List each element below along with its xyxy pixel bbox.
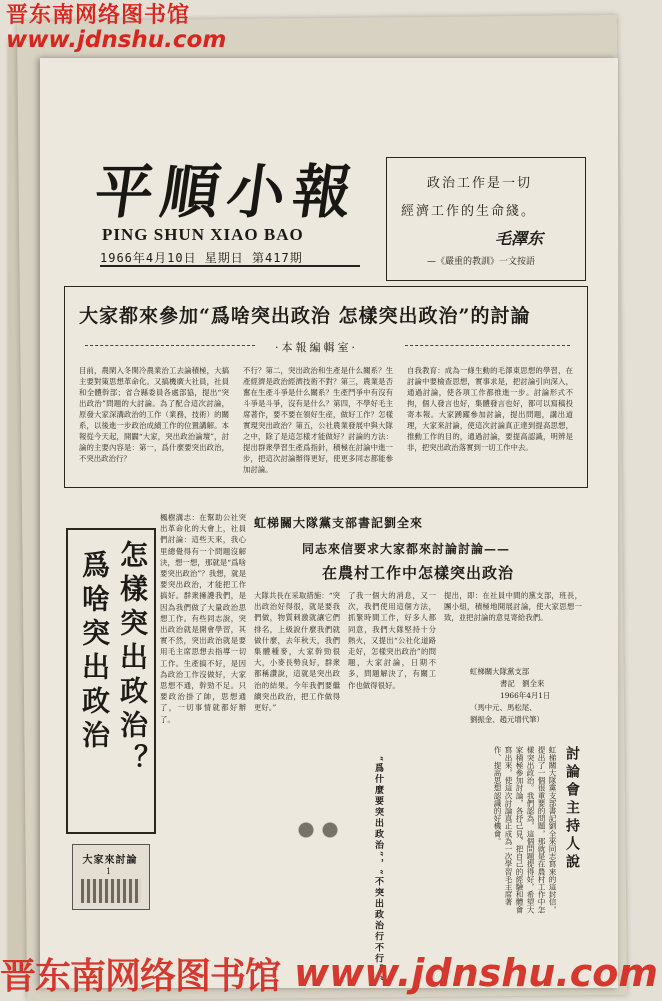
byline: ·本報編輯室· (275, 341, 358, 354)
watermark-top-chinese: 晋东南网络图书馆 (6, 3, 191, 28)
editor-note-heading: 討論會主持人說 (564, 746, 580, 872)
signoff-name: 書記 劉全來 (500, 679, 545, 688)
discussion-series-logo (72, 844, 150, 910)
main-article-column-3: 自我教育：成為一條生動的毛澤東思想的學習，在討論中要檢查思想，實事求是，把討論引向深入，通過討論，使各項工作都推進一步。討論形式不拘，個人發言也好，集體發言也好，都可以寫稿投寄本報。大家踴躍參加討論，提出問題，講出道理，大家來討論，使這次討論真正達到提高思想，推動工作的目的，通過討論，要提高認識，明辨是非，把突出政治落實到一切工作中去。 (407, 366, 573, 452)
vertical-title-col-1: 怎樣突出政治？ (116, 540, 149, 778)
watermark-bottom-chinese: 晋东南网络图书馆 (0, 955, 281, 997)
letter-headline: 在農村工作中怎樣突出政治 (322, 564, 515, 582)
newspaper-pinyin: PING SHUN XIAO BAO (102, 225, 304, 244)
bottom-watermark (0, 946, 662, 1000)
letter-column-d: 提出，即：在社員中間的黨支部，班長，團小組，積極地開展討論，使大家思想一致，並把討論的意見寄給我們。 (444, 591, 582, 623)
letter-column-b: 大隊共長在采取措施：“突出政治好得很，就是要我們做，物質刺激就讓它們排名，上級說什麼我們就做什麼，去年秋天，我們集體種麥，大家幹勁很大，小麥長勢良好，群衆都稱讚說，這就是突出政治的結果。今年我們要繼續突出政治，把工作做得更好。” (254, 591, 340, 713)
quote-source: —《嚴重的教訓》一文按語 (427, 257, 536, 267)
letter-column-c: 了我一個大的消息，又一次，我們使用這個方法，抓緊時間工作，好多人都同意，我們大隊堅持十分熱火，又提出“公社化道路走好，怎樣突出政治”的問題，大家討論，日期不多，問題解決了，有關工作也做得很好。 (348, 591, 436, 690)
signoff-org: 虹梯關大隊黨支部 (470, 667, 530, 676)
editor-note-body: 虹梯關大隊黨支部書記劉全來同志寫來的這封信，提出了一個很重要的問題，那就是在農村工作中怎樣突出政治。我們認為，這個問題提得好，希望大家積極參加討論，各抒己見，把自己的經驗和體會寫出來，使這次討論真正成為一次學習毛主席著作、提高思想認識的好機會。 (493, 746, 557, 914)
watermark-top-url: www.jdnshu.com (6, 27, 227, 53)
main-article-box (64, 286, 588, 488)
quote-box (386, 157, 586, 281)
masthead-rule (100, 265, 360, 267)
byline-rule-left (85, 345, 255, 346)
letter-column-a: 楓樹溝志：在幫助公社突出革命化的大會上，社員們討論：這些天來，我心里總覺得有一个問題沒解決，想一想，那就是“爲啥要突出政治”？我想，就是要突出政治，才能把工作搞好。群衆擁護我們，是因為我們做了大量政治思想工作。有些同志說，突出政治就是開會學習，其實不然，突出政治就是要用毛主席思想去指導一切工作。生產搞不好，是因為政治工作沒做好，大家思想不通，幹勁不足。只要政治掛了帥，思想通了，一切事情就都好辦了。 (160, 513, 246, 724)
main-article-column-1: 目前，農閑入冬閑冷農業治工去論積極，大搞主要對策思想革命化。又搞機廣大社員，社員和全體幹部；省合縣委員各處部協，提出“突出政治”問題的大討論。為了配合這次討論，原發大家深溝政治的工作（業務，技術）的關系，以後進一步政治成績工作的位置講解。本報從今天起，開闢“大家，突出政治論壇”，討論的主要內容是：第一，爲什麼要突出政治，不突出政治行？ (79, 366, 229, 463)
letter-kicker-2: 同志來信要求大家都來討論討論—— (302, 542, 511, 556)
letter-kicker-1: 虹梯關大隊黨支部書記劉全來 (254, 516, 424, 530)
issue-date-line: 1966年4月10日 星期日 第417期 (100, 251, 303, 265)
byline-rule-right (405, 345, 570, 346)
discussion-title-box (66, 528, 156, 834)
main-headline: 大家都來參加“爲啥突出政治 怎樣突出政治”的討論 (79, 305, 531, 327)
letter-illustration (288, 810, 348, 850)
editor-note-title: “爲什麼要突出政治”，“不突出政治行不行？” (373, 756, 383, 983)
newspaper-title: 平順小報 (90, 158, 365, 226)
quote-signature: 毛澤东 (495, 229, 544, 248)
main-article-column-2: 不行？第二，突出政治和生產是什么關系？生產經濟是政治經濟技術不對？第三，農業是否奮在生產斗爭是什么關系？生產鬥爭中有沒有斗爭是斗爭，沒有是什么？第四，不學好毛主席著作，要不要在領好生産，做好工作？怎樣實現突出政治？第五，公社農業發展中與大隊之中，除了是這怎樣才能做好？討論的方法：提出群衆學習生產爲指針，積極在討論中進一步，把這次討論辦得更好，使更多同志都能參加討論。 (243, 366, 393, 474)
quote-line-2: 經濟工作的生命綫。 (401, 204, 537, 219)
signoff-date: 1966年4月1日 (500, 691, 551, 700)
series-number: 1 (106, 867, 112, 876)
series-illustration (81, 879, 141, 903)
top-watermark (0, 0, 312, 56)
signoff-writers-2: 劉振金、趙元增代筆） (470, 715, 544, 724)
watermark-bottom-url: www.jdnshu.com (294, 951, 659, 995)
series-label: 大家來討論 (82, 855, 138, 866)
vertical-title-col-2: 爲啥突出政治 (78, 550, 111, 754)
signoff-writers-1: （馬中元、馬松尾、 (470, 703, 537, 712)
quote-line-1: 政治工作是一切 (427, 176, 533, 191)
